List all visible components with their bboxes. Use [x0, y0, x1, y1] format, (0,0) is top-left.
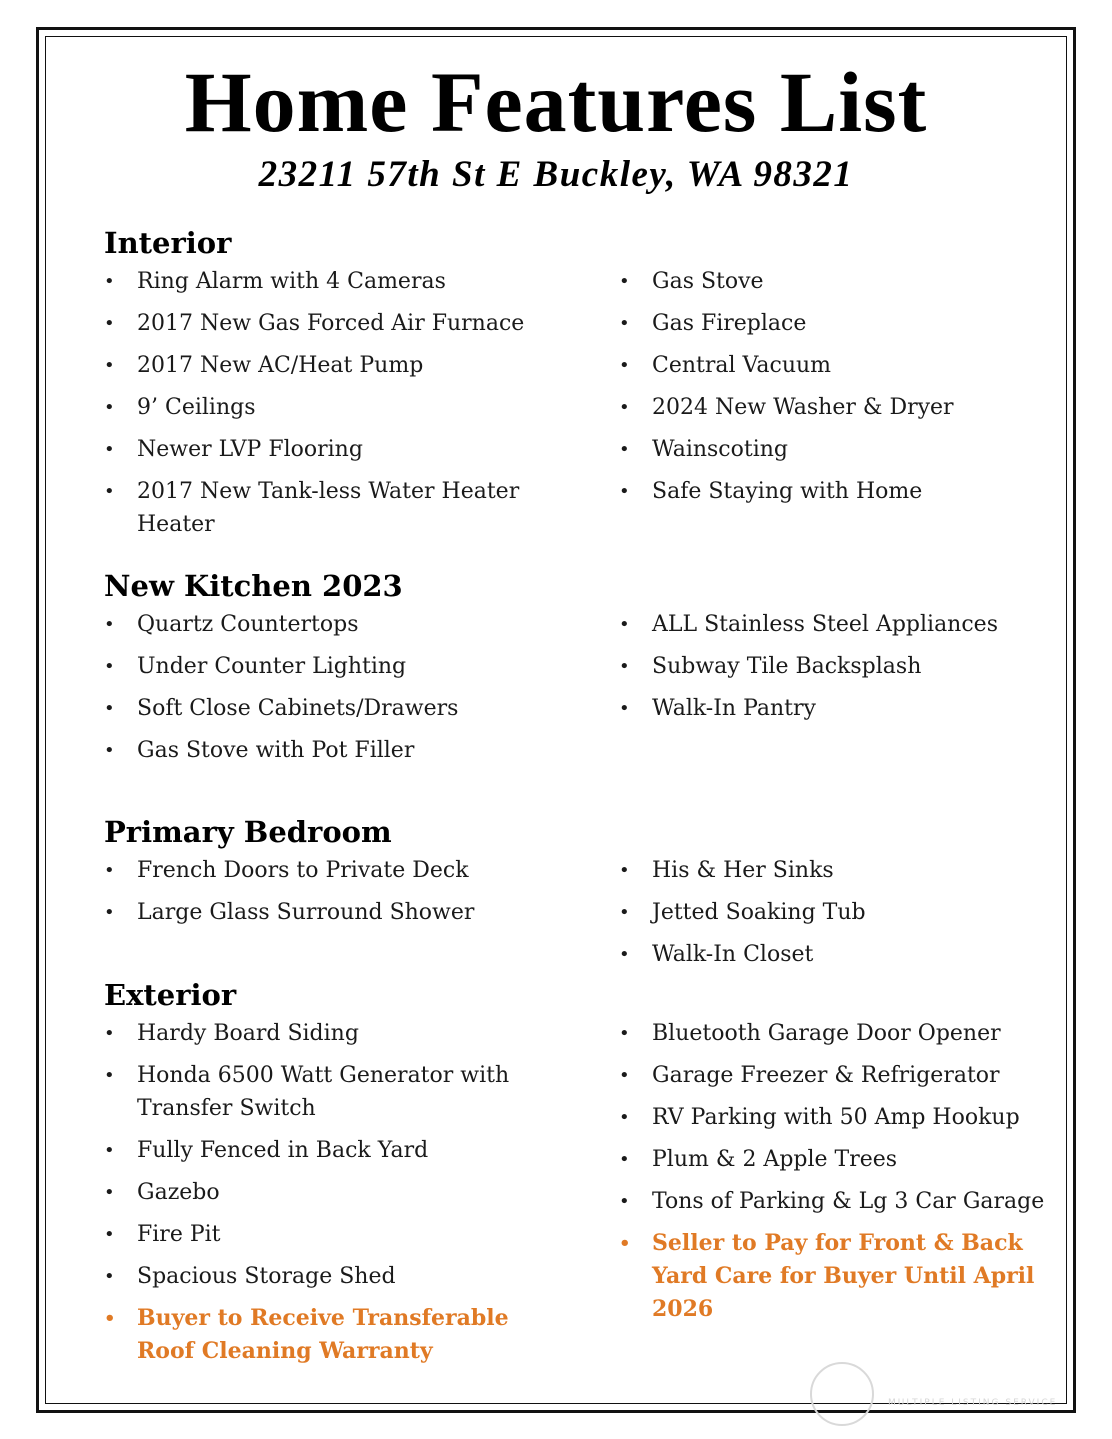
feature-list-left	[104, 608, 619, 776]
section-exterior	[104, 977, 1064, 1377]
highlight-item: • Seller to Pay for Front & Back Yard Care for Buyer Until April 2026	[619, 1227, 1052, 1326]
list-item: • Hardy Board Siding	[104, 1017, 619, 1050]
list-item: • Walk-In Pantry	[619, 692, 1059, 725]
feature-list-left	[104, 854, 619, 980]
feature-list-right	[619, 608, 1059, 776]
list-item: • Ring Alarm with 4 Cameras	[104, 265, 619, 298]
list-item: • 2024 New Washer & Dryer	[619, 391, 1059, 424]
list-item: • 2017 New Tank-less Water Heater Heater	[104, 475, 537, 541]
list-item: • Walk-In Closet	[619, 938, 1059, 971]
list-item: • Soft Close Cabinets/Drawers	[104, 692, 619, 725]
section-heading: New Kitchen 2023	[104, 569, 403, 603]
feature-list-right	[619, 854, 1059, 980]
list-item: • Bluetooth Garage Door Opener	[619, 1017, 1059, 1050]
list-item: • Gazebo	[104, 1176, 619, 1209]
watermark-text: MULTIPLE LISTING SERVICE	[888, 1398, 1058, 1408]
list-item: • French Doors to Private Deck	[104, 854, 619, 887]
list-item: • Under Counter Lighting	[104, 650, 619, 683]
list-item: • Plum & 2 Apple Trees	[619, 1143, 1059, 1176]
list-item: • Honda 6500 Watt Generator with Transfer Switch	[104, 1059, 527, 1125]
watermark-logo-icon	[810, 1362, 874, 1426]
list-item: • Safe Staying with Home	[619, 475, 1059, 508]
section-heading: Exterior	[104, 978, 237, 1012]
list-item: • Wainscoting	[619, 433, 1059, 466]
section-heading: Primary Bedroom	[104, 815, 392, 849]
list-item: • Spacious Storage Shed	[104, 1260, 619, 1293]
list-item: • RV Parking with 50 Amp Hookup	[619, 1101, 1059, 1134]
list-item: • Gas Fireplace	[619, 307, 1059, 340]
section-interior	[104, 225, 1064, 550]
list-item: • Newer LVP Flooring	[104, 433, 619, 466]
list-item: • Subway Tile Backsplash	[619, 650, 1059, 683]
list-item: • ALL Stainless Steel Appliances	[619, 608, 1059, 641]
list-item: • Gas Stove	[619, 265, 1059, 298]
list-item: • Garage Freezer & Refrigerator	[619, 1059, 1059, 1092]
list-item: • 9’ Ceilings	[104, 391, 619, 424]
list-item: • Gas Stove with Pot Filler	[104, 734, 619, 767]
page-title: Home Features List	[184, 54, 928, 150]
feature-list-left	[104, 265, 619, 550]
list-item: • Fire Pit	[104, 1218, 619, 1251]
feature-list-right	[619, 265, 1059, 550]
property-address: 23211 57th St E Buckley, WA 98321	[258, 154, 854, 195]
list-item: • Quartz Countertops	[104, 608, 619, 641]
section-heading: Interior	[104, 226, 232, 260]
list-item: • Fully Fenced in Back Yard	[104, 1134, 619, 1167]
feature-list-right	[619, 1017, 1059, 1377]
highlight-item: • Buyer to Receive Transferable Roof Cleaning Warranty	[104, 1302, 537, 1368]
list-item: • 2017 New AC/Heat Pump	[104, 349, 619, 382]
section-primary-bedroom	[104, 814, 1064, 980]
list-item: • Jetted Soaking Tub	[619, 896, 1059, 929]
list-item: • His & Her Sinks	[619, 854, 1059, 887]
list-item: • Tons of Parking & Lg 3 Car Garage	[619, 1185, 1059, 1218]
list-item: • 2017 New Gas Forced Air Furnace	[104, 307, 619, 340]
feature-list-left	[104, 1017, 619, 1377]
section-kitchen	[104, 568, 1064, 776]
list-item: • Central Vacuum	[619, 349, 1059, 382]
list-item: • Large Glass Surround Shower	[104, 896, 619, 929]
